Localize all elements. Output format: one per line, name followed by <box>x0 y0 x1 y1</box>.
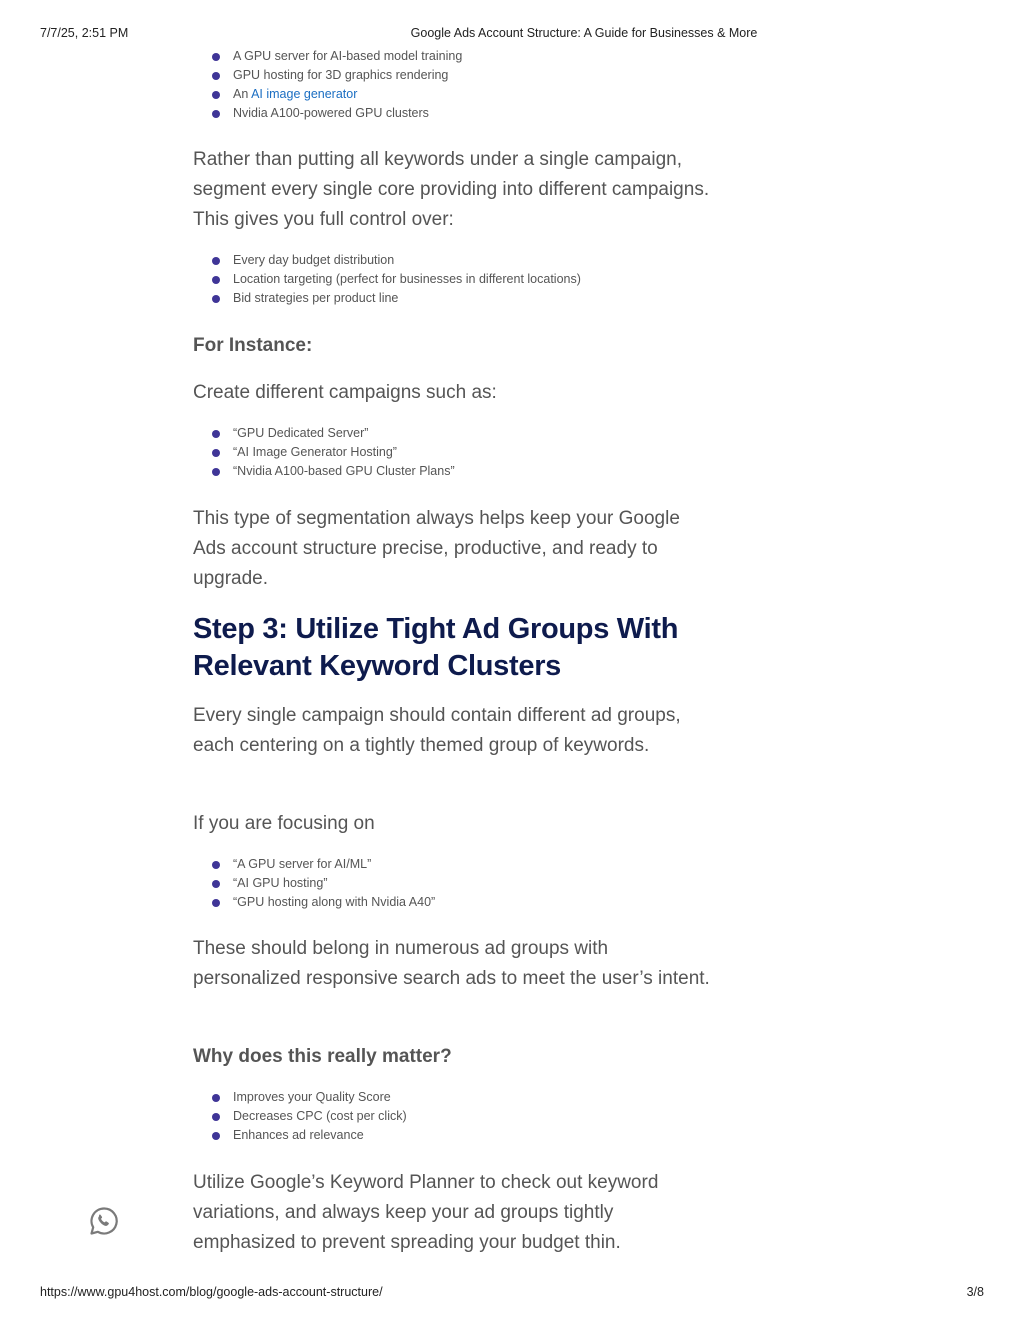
list-item: GPU hosting for 3D graphics rendering <box>212 66 462 85</box>
print-title: Google Ads Account Structure: A Guide for Businesses & More <box>410 26 758 40</box>
bullet-list-keyword-examples <box>212 855 435 912</box>
list-item: “A GPU server for AI/ML” <box>212 855 435 874</box>
list-item: Every day budget distribution <box>212 251 581 270</box>
list-item: “Nvidia A100-based GPU Cluster Plans” <box>212 462 455 481</box>
print-header <box>0 26 1024 42</box>
list-item: Enhances ad relevance <box>212 1126 407 1145</box>
list-item: “AI GPU hosting” <box>212 874 435 893</box>
bullet-list-offerings <box>212 47 462 123</box>
ai-image-generator-link[interactable]: AI image generator <box>251 87 358 101</box>
bullet-list-benefits <box>212 1088 407 1145</box>
list-item-prefix: An <box>233 87 252 101</box>
print-datetime: 7/7/25, 2:51 PM <box>40 26 129 40</box>
list-item: “GPU Dedicated Server” <box>212 424 455 443</box>
bullet-list-control <box>212 251 581 308</box>
list-item: Improves your Quality Score <box>212 1088 407 1107</box>
paragraph-create-campaigns: Create different campaigns such as: <box>193 382 497 403</box>
list-item: “AI Image Generator Hosting” <box>212 443 455 462</box>
list-item: Bid strategies per product line <box>212 289 581 308</box>
paragraph-focusing-on: If you are focusing on <box>193 813 375 834</box>
paragraph-ad-groups: Every single campaign should contain different ad groups, each centering on a tightly themed group of keywords. <box>193 705 681 756</box>
list-item: A GPU server for AI-based model training <box>212 47 462 66</box>
list-item: Nvidia A100-powered GPU clusters <box>212 104 462 123</box>
paragraph-ad-group-intent: These should belong in numerous ad groups with personalized responsive search ads to meet the user’s intent. <box>193 938 710 989</box>
paragraph-keyword-planner: Utilize Google’s Keyword Planner to check out keyword variations, and always keep your ad groups tightly emphasized to prevent spreading your budget thin. <box>193 1172 659 1253</box>
print-url: https://www.gpu4host.com/blog/google-ads-account-structure/ <box>40 1285 383 1299</box>
for-instance-heading: For Instance: <box>193 335 313 356</box>
whatsapp-icon[interactable] <box>88 1205 120 1237</box>
step3-heading: Step 3: Utilize Tight Ad Groups With Relevant Keyword Clusters <box>193 613 679 682</box>
list-item <box>212 85 462 104</box>
page-number: 3/8 <box>966 1285 984 1299</box>
paragraph-segmentation: This type of segmentation always helps keep your Google Ads account structure precise, productive, and ready to upgrade. <box>193 508 680 589</box>
list-item: Location targeting (perfect for businesses in different locations) <box>212 270 581 289</box>
why-matter-heading: Why does this really matter? <box>193 1046 452 1067</box>
paragraph-segment-campaigns: Rather than putting all keywords under a single campaign, segment every single core providing into different campaigns. This gives you full control over: <box>193 149 710 230</box>
list-item: Decreases CPC (cost per click) <box>212 1107 407 1126</box>
list-item: “GPU hosting along with Nvidia A40” <box>212 893 435 912</box>
bullet-list-campaign-examples <box>212 424 455 481</box>
